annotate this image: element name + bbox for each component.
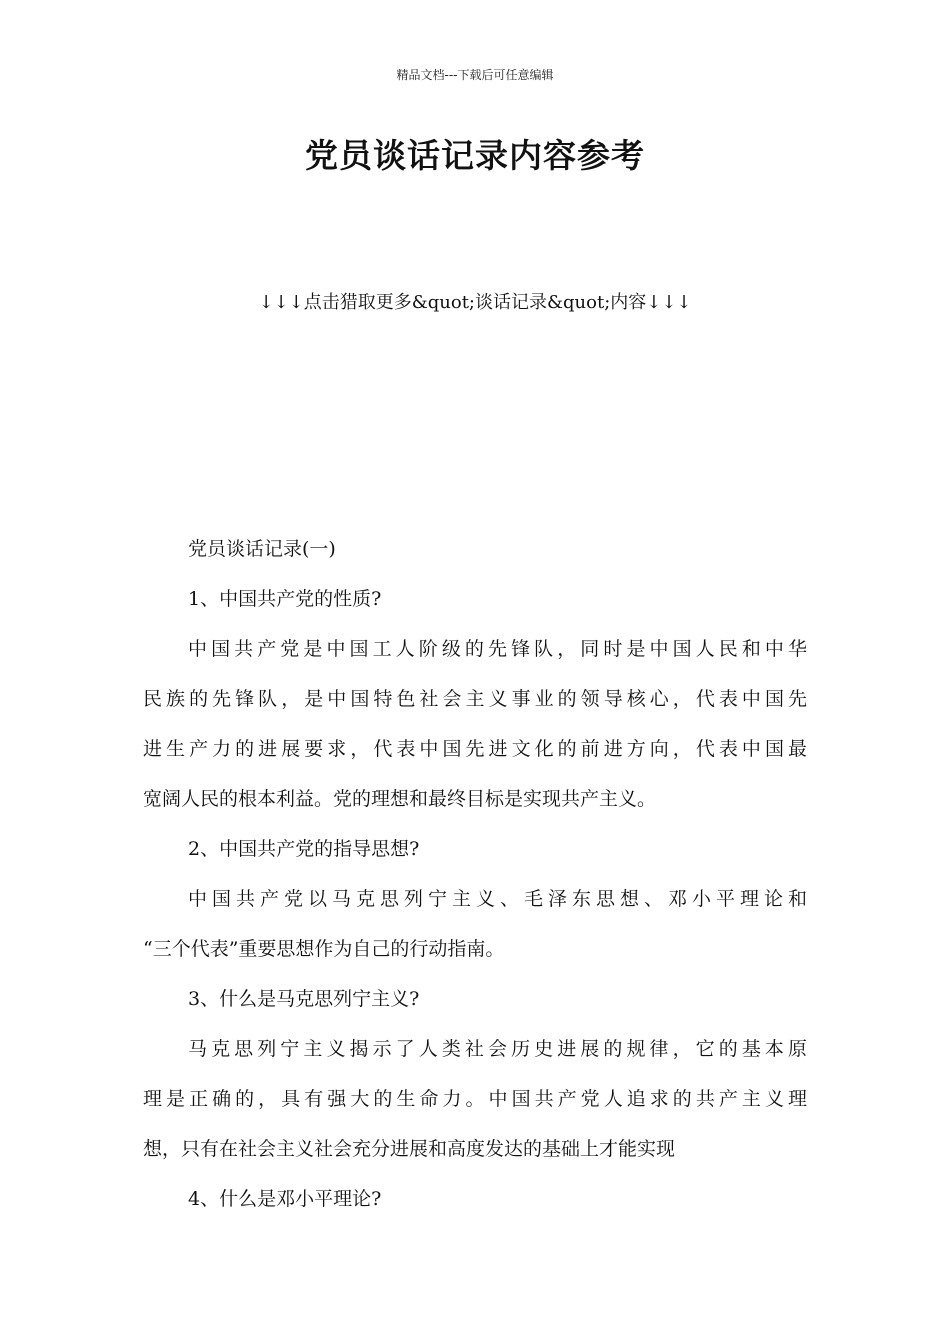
answer-1-line-3: 进生产力的进展要求，代表中国先进文化的前进方向，代表中国最 [143, 738, 807, 760]
question-1: 1、中国共产党的性质? [188, 588, 382, 610]
question-4: 4、什么是邓小平理论? [188, 1188, 382, 1210]
page-title: 党员谈话记录内容参考 [305, 136, 645, 175]
answer-3-line-1: 马克思列宁主义揭示了人类社会历史进展的规律，它的基本原 [188, 1038, 807, 1060]
more-records-link[interactable]: ↓↓↓点击猎取更多&quot;谈话记录&quot;内容↓↓↓ [258, 292, 692, 313]
header-note: 精品文档---下载后可任意编辑 [396, 68, 554, 82]
answer-2-line-1: 中国共产党以马克思列宁主义、毛泽东思想、邓小平理论和 [188, 888, 807, 910]
answer-3-line-2: 理是正确的，具有强大的生命力。中国共产党人追求的共产主义理 [143, 1088, 807, 1110]
answer-1-line-4: 宽阔人民的根本利益。党的理想和最终目标是实现共产主义。 [143, 788, 657, 810]
section-title: 党员谈话记录(一) [188, 538, 336, 560]
answer-1-line-2: 民族的先锋队，是中国特色社会主义事业的领导核心，代表中国先 [143, 688, 807, 710]
answer-2-line-2: “三个代表”重要思想作为自己的行动指南。 [143, 938, 505, 960]
question-2: 2、中国共产党的指导思想? [188, 838, 420, 860]
answer-1-line-1: 中国共产党是中国工人阶级的先锋队，同时是中国人民和中华 [188, 638, 807, 660]
answer-3-line-3: 想，只有在社会主义社会充分进展和高度发达的基础上才能实现 [143, 1138, 676, 1160]
question-3: 3、什么是马克思列宁主义? [188, 988, 420, 1010]
